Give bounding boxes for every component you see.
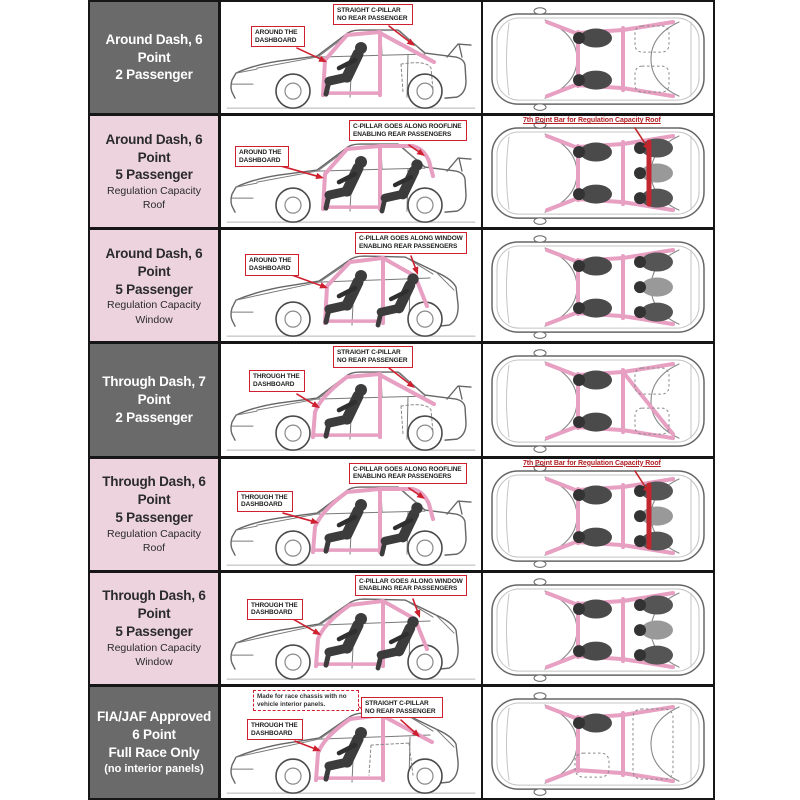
side-view-cell <box>221 2 483 113</box>
c-pillar-callout: C-PILLAR GOES ALONG WINDOW ENABLING REAR PASSENGERS <box>355 232 467 253</box>
c-pillar-callout: C-PILLAR GOES ALONG ROOFLINE ENABLING REAR PASSENGERS <box>349 463 467 484</box>
seventh-point-note: 7th Point Bar for Regulation Capacity Roof <box>523 117 661 125</box>
row-title: Around Dash, 6 Point <box>105 131 203 165</box>
top-view-drawing <box>483 459 713 570</box>
side-view-cell <box>221 687 483 798</box>
row-title: 2 Passenger <box>115 67 193 83</box>
side-view-cell <box>221 344 483 455</box>
side-view-cell <box>221 230 483 341</box>
row-title: 5 Passenger <box>115 281 193 297</box>
row-title: FIA/JAF Approved <box>96 709 212 725</box>
row-label-cell <box>90 687 221 798</box>
table-row <box>90 116 713 230</box>
table-row <box>90 344 713 458</box>
top-view-cell <box>483 2 713 113</box>
dashboard-callout: THROUGH THE DASHBOARD <box>249 370 305 391</box>
table-row <box>90 687 713 798</box>
rollcage-configuration-chart <box>88 0 715 800</box>
race-chassis-note: Made for race chassis with no vehicle interior panels. <box>253 690 359 711</box>
top-view-cell <box>483 687 713 798</box>
table-row <box>90 459 713 573</box>
row-title: Around Dash, 6 Point <box>105 31 203 65</box>
row-title: 6 Point <box>132 727 176 743</box>
top-view-cell <box>483 230 713 341</box>
row-label-cell <box>90 573 221 684</box>
row-label-cell <box>90 344 221 455</box>
row-subtitle: Regulation Capacity Roof <box>107 185 201 212</box>
row-subtitle: (no interior panels) <box>104 762 204 775</box>
row-label-cell <box>90 116 221 227</box>
row-subtitle: Regulation Capacity Window <box>107 299 201 326</box>
side-view-cell <box>221 573 483 684</box>
side-view-cell <box>221 116 483 227</box>
top-view-drawing <box>483 116 713 227</box>
row-label-cell <box>90 459 221 570</box>
dashboard-callout: AROUND THE DASHBOARD <box>235 146 289 167</box>
top-view-cell <box>483 344 713 455</box>
top-view-drawing <box>483 230 713 341</box>
top-view-cell <box>483 573 713 684</box>
row-label-cell <box>90 2 221 113</box>
dashboard-callout: AROUND THE DASHBOARD <box>251 26 305 47</box>
top-view-drawing <box>483 687 713 798</box>
top-view-cell <box>483 116 713 227</box>
row-subtitle: Regulation Capacity Roof <box>107 527 201 554</box>
row-title: 2 Passenger <box>115 409 193 425</box>
top-view-drawing <box>483 344 713 455</box>
row-title: 5 Passenger <box>115 509 193 525</box>
top-view-drawing <box>483 2 713 113</box>
c-pillar-callout: C-PILLAR GOES ALONG WINDOW ENABLING REAR PASSENGERS <box>355 575 467 596</box>
dashboard-callout: THROUGH THE DASHBOARD <box>237 491 293 512</box>
side-view-cell <box>221 459 483 570</box>
table-row <box>90 230 713 344</box>
dashboard-callout: THROUGH THE DASHBOARD <box>247 719 303 740</box>
table-row <box>90 2 713 116</box>
row-title: Around Dash, 6 Point <box>105 245 203 279</box>
c-pillar-callout: STRAIGHT C-PILLAR NO REAR PASSENGER <box>361 697 443 718</box>
row-title: 5 Passenger <box>115 167 193 183</box>
top-view-drawing <box>483 573 713 684</box>
table-row <box>90 573 713 687</box>
seventh-point-note: 7th Point Bar for Regulation Capacity Roof <box>523 459 661 467</box>
dashboard-callout: AROUND THE DASHBOARD <box>245 254 299 275</box>
row-title: Full Race Only <box>108 744 200 760</box>
row-title: Through Dash, 6 Point <box>102 588 206 622</box>
top-view-cell <box>483 459 713 570</box>
row-title: Through Dash, 6 Point <box>102 474 206 508</box>
c-pillar-callout: STRAIGHT C-PILLAR NO REAR PASSENGER <box>333 4 413 25</box>
row-label-cell <box>90 230 221 341</box>
c-pillar-callout: C-PILLAR GOES ALONG ROOFLINE ENABLING REAR PASSENGERS <box>349 120 467 141</box>
row-title: 5 Passenger <box>115 624 193 639</box>
row-subtitle: Regulation Capacity Window <box>107 641 201 668</box>
dashboard-callout: THROUGH THE DASHBOARD <box>247 599 303 620</box>
c-pillar-callout: STRAIGHT C-PILLAR NO REAR PASSENGER <box>333 346 413 367</box>
row-title: Through Dash, 7 Point <box>102 374 206 408</box>
